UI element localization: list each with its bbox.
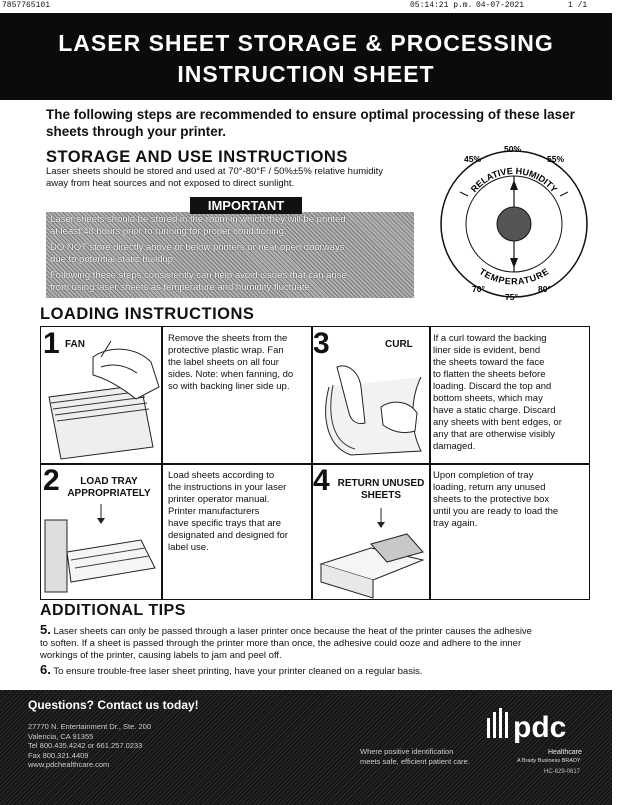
important-line-6: from using laser sheets as temperature and humidity fluctuate. — [50, 282, 313, 293]
printer-tray-icon — [41, 464, 161, 599]
title-line-2: INSTRUCTION SHEET — [177, 61, 435, 87]
slogan — [360, 747, 480, 766]
temperature-tick-80: 80° — [538, 284, 551, 294]
contact-address — [28, 722, 151, 770]
step-3-line-1: If a curl toward the backing — [433, 333, 547, 344]
tip-5 — [40, 624, 600, 662]
loading-heading: LOADING INSTRUCTIONS — [40, 305, 255, 323]
pdc-logo-text: pdc — [513, 711, 567, 744]
tip-5-number: 5. — [40, 622, 51, 637]
step-3-line-10: damaged. — [433, 441, 476, 452]
step-1-illustration — [41, 327, 161, 463]
tip-5-line-3: workings of the printer, causing labels to jam and peel off. — [40, 650, 282, 661]
step-2-line-3: printer operator manual. — [168, 494, 270, 505]
storage-text — [46, 166, 426, 190]
step-2-line-5: have specific trays that are — [168, 518, 281, 529]
step-1-line-5: so with backing liner side up. — [168, 381, 290, 392]
tip-6-line-1: To ensure trouble-free laser sheet printing, have your printer cleaned on a regular basis. — [53, 666, 423, 677]
pdc-logo-icon — [485, 704, 595, 754]
important-box — [46, 212, 414, 298]
intro-line-1: The following steps are recommended to ensure optimal processing of these laser — [46, 107, 575, 122]
step-1-line-4: sides. Note: when fanning, do — [168, 369, 294, 380]
tip-5-line-1: Laser sheets can only be passed through a laser printer once because the heat of the printer causes the adhesive — [53, 626, 532, 637]
contact-heading: Questions? Contact us today! — [28, 698, 199, 712]
step-2-line-1: Load sheets according to — [168, 470, 275, 481]
slogan-line-1: Where positive identification — [360, 747, 454, 756]
step-3-line-6: bottom sheets, which may — [433, 393, 543, 404]
step-3-line-4: to flatten the sheets before — [433, 369, 546, 380]
fax-time: 05:14:21 p.m. — [410, 1, 473, 10]
footer — [0, 690, 612, 805]
step-1-number: 1 — [43, 327, 60, 360]
important-line-5: Following these steps consistently can help avoid issues that can arise — [50, 270, 347, 281]
storage-line-2: away from heat sources and not exposed to direct sunlight. — [46, 178, 295, 189]
fax-id: 7857765101 — [2, 1, 51, 10]
fax-header — [0, 0, 635, 12]
step-3-line-5: loading. Discard the top and — [433, 381, 552, 392]
title-banner — [0, 13, 612, 100]
step-1-line-1: Remove the sheets from the — [168, 333, 288, 344]
return-box-icon — [311, 464, 429, 599]
step-2-illustration — [41, 464, 161, 599]
fax-page: 1 /1 — [568, 1, 588, 10]
title-line-1: LASER SHEET STORAGE & PROCESSING — [58, 30, 554, 56]
address-phone: Tel 800.435.4242 or 661.257.0233 — [28, 741, 143, 750]
address-line-1: 27770 N. Entertainment Dr., Ste. 200 — [28, 722, 151, 731]
gauge-hub — [497, 207, 531, 241]
step-1-label: FAN — [65, 339, 85, 350]
address-fax: Fax 800.321.4409 — [28, 750, 89, 760]
important-title: IMPORTANT — [190, 197, 302, 214]
fax-date: 04-07-2021 — [476, 1, 525, 10]
step-4-text — [433, 470, 585, 530]
step-3-text — [433, 333, 585, 453]
step-2-line-4: Printer manufacturers — [168, 506, 260, 517]
step-4-line-3: sheets to the protective box — [433, 494, 550, 505]
curl-sheets-icon — [311, 327, 429, 463]
humidity-label: RELATIVE HUMIDITY — [468, 165, 560, 195]
humidity-tick-50: 50% — [504, 144, 522, 154]
document-code: HC-629-0617 — [544, 769, 581, 775]
intro-text — [46, 106, 586, 140]
temperature-tick-75: 75° — [505, 292, 518, 302]
step-4-line-1: Upon completion of tray — [433, 470, 534, 481]
fan-sheets-icon — [41, 327, 161, 463]
step-2-line-2: the instructions in your laser — [168, 482, 287, 493]
step-4-label-line-2: SHEETS — [360, 490, 401, 501]
important-line-4: due to potential static buildup. — [50, 254, 176, 265]
gauge-dial-icon — [430, 140, 598, 308]
step-2-label-line-2: APPROPRIATELY — [67, 488, 151, 499]
step-3-line-7: have a static charge. Discard — [433, 405, 556, 416]
step-3-illustration — [311, 327, 429, 463]
step-3-line-3: the sheets toward the face — [433, 357, 545, 368]
storage-line-1: Laser sheets should be stored and used at 70°-80°F / 50%±5% relative humidity — [46, 166, 384, 177]
step-4-line-4: until you are ready to load the — [433, 506, 559, 517]
step-3-line-2: liner side is evident, bend — [433, 345, 541, 356]
important-line-1: Laser sheets should be stored in the room in which they will be printed — [50, 214, 346, 225]
step-3-label: CURL — [385, 339, 413, 350]
tip-5-line-2: to soften. If a sheet is passed through the printer more than once, the adhesive could ooze and adhere to the inner — [40, 638, 522, 649]
step-2-line-7: label use. — [168, 542, 209, 553]
step-3-line-8: any sheets with bent edges, or — [433, 417, 562, 428]
step-2-label-line-1: LOAD TRAY — [80, 476, 138, 487]
step-3-line-9: any that are otherwise visibly — [433, 429, 555, 440]
important-line-2: at least 48 hours prior to running for proper conditioning. — [50, 226, 287, 237]
address-website[interactable]: www.pdchealthcare.com — [28, 760, 110, 769]
step-4-number: 4 — [313, 464, 330, 497]
temperature-label: TEMPERATURE — [477, 266, 551, 287]
important-line-3: DO NOT store directly above or below printers or near open doorways — [50, 242, 345, 253]
temperature-tick-70: 70° — [472, 284, 485, 294]
step-4-line-5: tray again. — [433, 518, 478, 529]
tip-6-number: 6. — [40, 662, 51, 677]
storage-heading: STORAGE AND USE INSTRUCTIONS — [46, 148, 348, 166]
loading-steps-grid — [40, 326, 590, 600]
step-1-line-3: the label sheets on all four — [168, 357, 279, 368]
step-4-illustration — [311, 464, 429, 599]
slogan-line-2: meets safe, efficient patient care. — [360, 756, 470, 766]
step-2-text — [168, 470, 308, 554]
step-4-label-line-1: RETURN UNUSED — [337, 478, 425, 489]
step-1-line-2: protective plastic wrap. Fan — [168, 345, 284, 356]
step-2-number: 2 — [43, 464, 60, 497]
humidity-tick-55: 55% — [547, 154, 565, 164]
logo-healthcare: Healthcare — [548, 749, 582, 756]
step-3-number: 3 — [313, 327, 330, 360]
brady-tagline: A Brady Business BRADY — [517, 758, 581, 764]
step-1-text — [168, 333, 308, 393]
intro-line-2: sheets through your printer. — [46, 124, 227, 139]
step-2-line-6: designated and designed for — [168, 530, 288, 541]
tip-6 — [40, 664, 600, 678]
step-4-line-2: loading, return any unused — [433, 482, 546, 493]
address-line-2: Valencia, CA 91355 — [28, 731, 94, 741]
tips-heading: ADDITIONAL TIPS — [40, 602, 186, 619]
humidity-tick-45: 45% — [464, 154, 482, 164]
